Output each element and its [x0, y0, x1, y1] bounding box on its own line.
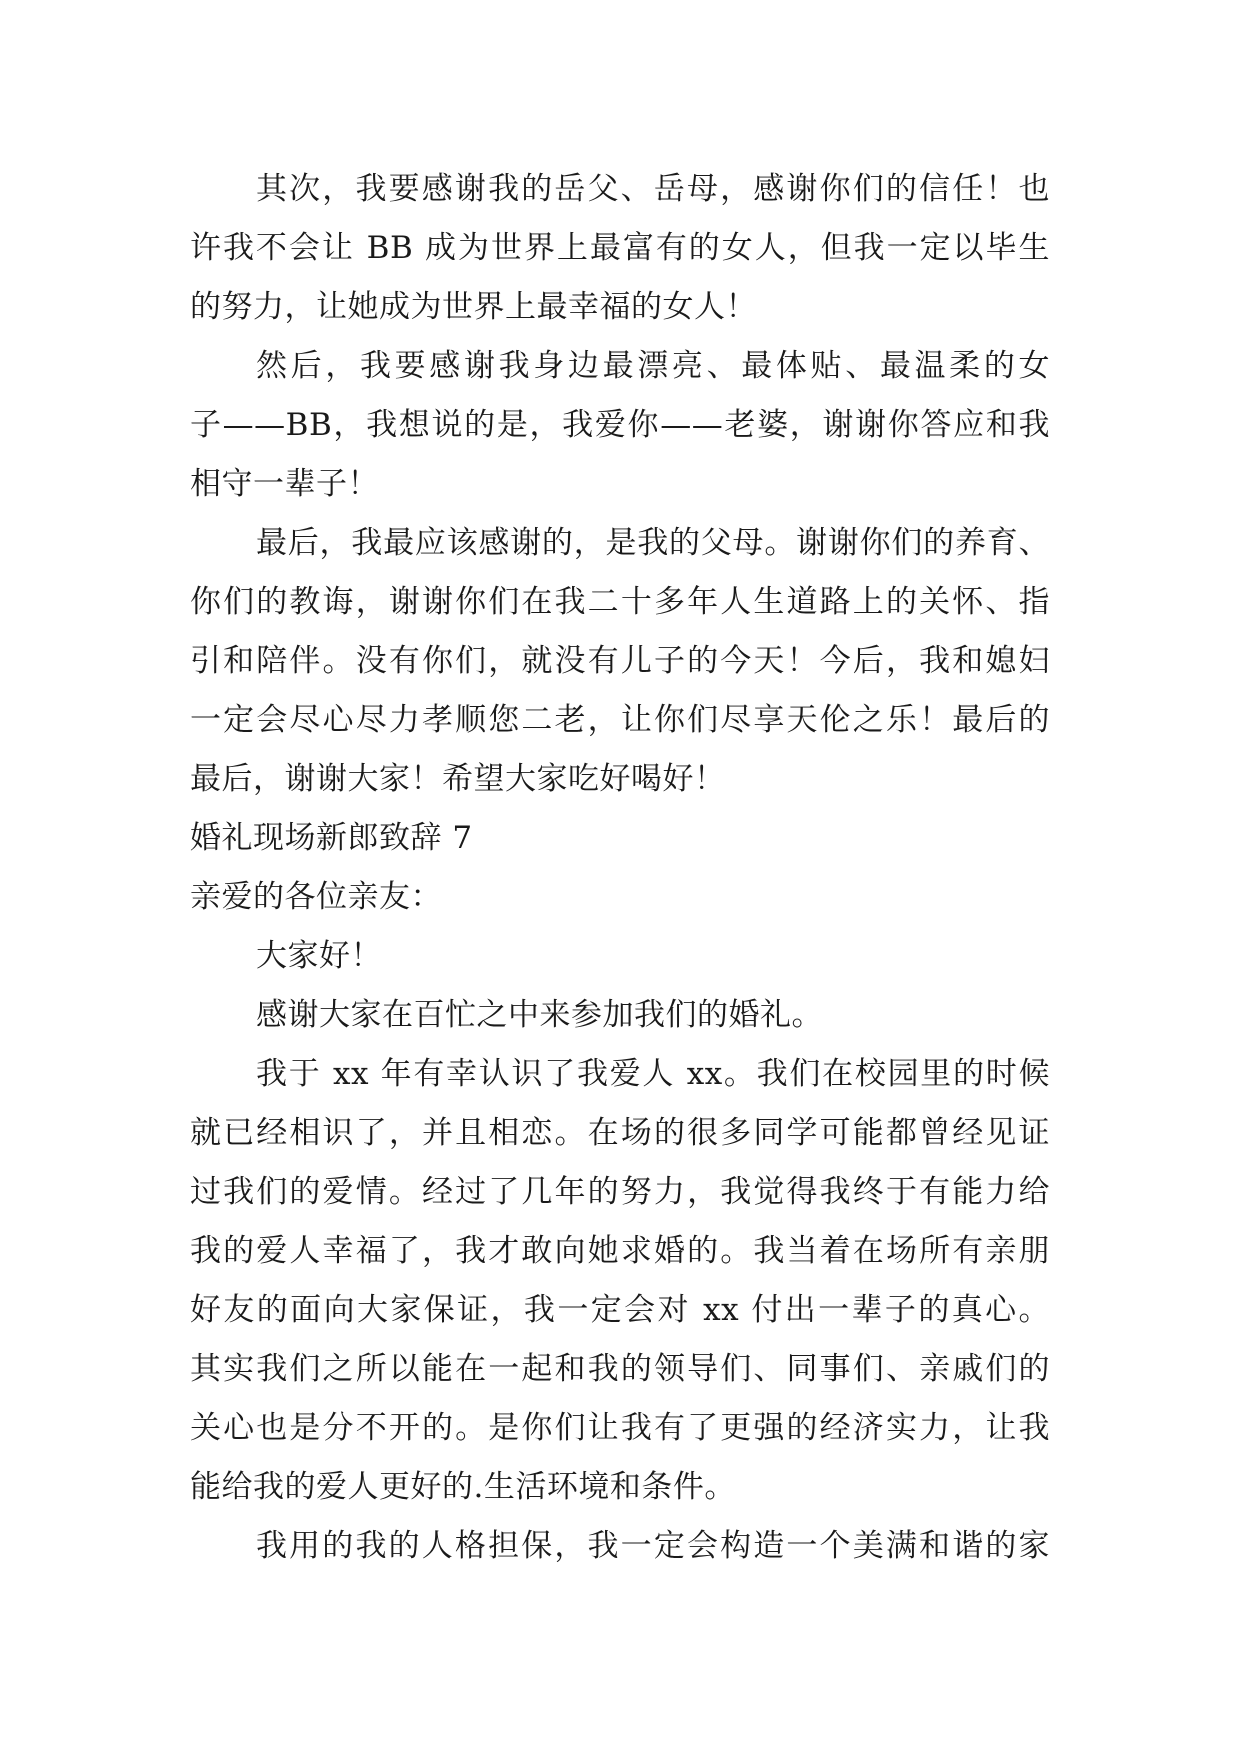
paragraph-line: 我的爱人幸福了，我才敢向她求婚的。我当着在场所有亲朋 — [190, 1233, 1050, 1269]
paragraph-line: 其实我们之所以能在一起和我的领导们、同事们、亲戚们的 — [190, 1351, 1050, 1387]
paragraph-line: 一定会尽心尽力孝顺您二老，让你们尽享天伦之乐！最后的 — [190, 702, 1050, 738]
paragraph-line: 感谢大家在百忙之中来参加我们的婚礼。 — [256, 997, 823, 1033]
paragraph-line: 其次，我要感谢我的岳父、岳母，感谢你们的信任！也 — [256, 171, 1050, 207]
paragraph-line: 就已经相识了，并且相恋。在场的很多同学可能都曾经见证 — [190, 1115, 1050, 1151]
paragraph-line: 相守一辈子！ — [190, 466, 379, 502]
paragraph-line: 我用的我的人格担保，我一定会构造一个美满和谐的家 — [256, 1528, 1050, 1564]
paragraph-line: 过我们的爱情。经过了几年的努力，我觉得我终于有能力给 — [190, 1174, 1050, 1210]
paragraph-line: 子——BB，我想说的是，我爱你——老婆，谢谢你答应和我 — [190, 407, 1050, 443]
section-title: 婚礼现场新郎致辞 7 — [190, 820, 473, 856]
paragraph-line: 好友的面向大家保证，我一定会对 xx 付出一辈子的真心。 — [190, 1292, 1050, 1328]
document-page — [190, 160, 1050, 1576]
paragraph-line: 许我不会让 BB 成为世界上最富有的女人，但我一定以毕生 — [190, 230, 1050, 266]
paragraph-line: 你们的教诲，谢谢你们在我二十多年人生道路上的关怀、指 — [190, 584, 1050, 620]
paragraph-line: 最后，谢谢大家！希望大家吃好喝好！ — [190, 761, 726, 797]
paragraph-line: 大家好！ — [256, 938, 382, 974]
paragraph-line: 能给我的爱人更好的.生活环境和条件。 — [190, 1469, 736, 1505]
paragraph-line: 关心也是分不开的。是你们让我有了更强的经济实力，让我 — [190, 1410, 1050, 1446]
paragraph-line: 我于 xx 年有幸认识了我爱人 xx。我们在校园里的时候 — [256, 1056, 1050, 1092]
paragraph-line: 引和陪伴。没有你们，就没有儿子的今天！今后，我和媳妇 — [190, 643, 1050, 679]
salutation: 亲爱的各位亲友： — [190, 879, 442, 915]
paragraph-line: 然后，我要感谢我身边最漂亮、最体贴、最温柔的女 — [256, 348, 1050, 384]
paragraph-line: 的努力，让她成为世界上最幸福的女人！ — [190, 289, 757, 325]
paragraph-line: 最后，我最应该感谢的，是我的父母。谢谢你们的养育、 — [256, 525, 1050, 561]
